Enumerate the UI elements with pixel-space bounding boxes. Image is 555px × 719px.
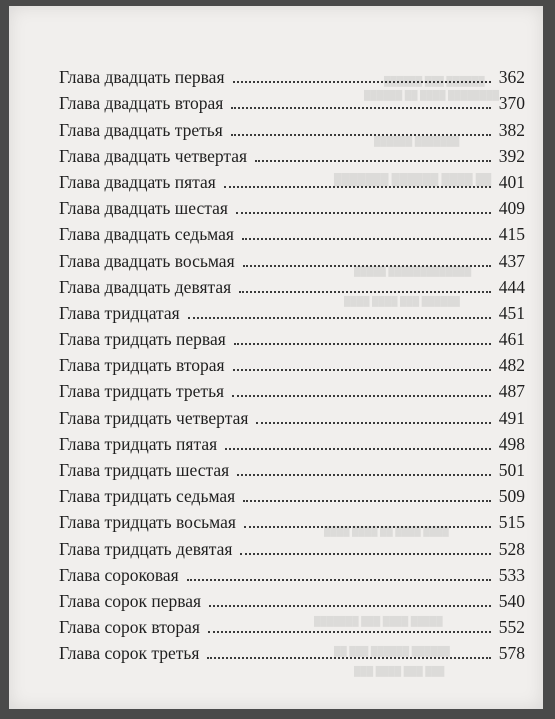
page-number: 409 — [498, 198, 525, 219]
page-number: 533 — [498, 564, 525, 585]
toc-entry — [59, 324, 525, 350]
dot-leader — [231, 134, 491, 136]
page-number: 498 — [498, 433, 525, 454]
chapter-title: Глава тридцать пятая — [59, 433, 218, 454]
page-number: 415 — [498, 224, 525, 245]
dot-leader — [242, 238, 491, 240]
toc-entry — [59, 429, 525, 455]
toc-entry — [59, 350, 525, 376]
toc-entry — [59, 533, 525, 559]
dot-leader — [233, 81, 491, 83]
chapter-title: Глава сороковая — [59, 564, 179, 585]
toc-entry — [59, 141, 525, 167]
toc-entry — [59, 114, 525, 140]
chapter-title: Глава двадцать седьмая — [59, 224, 234, 245]
page-number: 552 — [498, 617, 525, 638]
toc-entry — [59, 481, 525, 507]
chapter-title: Глава тридцать седьмая — [59, 486, 236, 507]
page-number: 578 — [498, 643, 525, 664]
dot-leader — [207, 657, 490, 659]
dot-leader — [239, 291, 491, 293]
dot-leader — [231, 107, 490, 109]
page-number: 528 — [498, 538, 525, 559]
page-number: 451 — [498, 302, 525, 323]
dot-leader — [209, 605, 491, 607]
page-number: 401 — [498, 171, 525, 192]
show-through-text: ██████ ███ ██████ ████████ ████ ██ ██████ ███████ ██████ ██ ████ ██████ ███████ █████████████ █████ ██████ ███ ████ ████ ████ ████ ██ ████ ████ █████ ████ ███ ███████ ██████ ██████ ███ ██ ███ ███ ████ ███ — [314, 76, 500, 676]
toc-entry — [59, 507, 525, 533]
page-number: 482 — [498, 355, 525, 376]
chapter-title: Глава двадцать четвертая — [59, 145, 248, 166]
chapter-title: Глава тридцать шестая — [59, 460, 230, 480]
page-number: 487 — [498, 381, 525, 402]
dot-leader — [187, 579, 491, 581]
page-number: 515 — [498, 512, 525, 533]
page-number: 382 — [498, 119, 525, 140]
dot-leader — [234, 343, 491, 345]
toc-entry — [59, 219, 525, 245]
dot-leader — [237, 474, 491, 476]
chapter-title: Глава сорок вторая — [59, 617, 200, 638]
chapter-title: Глава тридцать первая — [59, 329, 226, 350]
chapter-title: Глава двадцать третья — [59, 119, 223, 140]
page-number: 461 — [498, 329, 525, 350]
dot-leader — [256, 422, 490, 424]
chapter-title: Глава тридцать третья — [59, 381, 225, 402]
chapter-title: Глава двадцать первая — [59, 67, 225, 88]
toc-entry — [59, 638, 525, 664]
chapter-title: Глава сорок первая — [59, 590, 202, 611]
toc-entry — [59, 62, 525, 88]
dot-leader — [244, 526, 491, 528]
toc-entry — [59, 455, 525, 481]
page-number: 392 — [498, 145, 525, 166]
dot-leader — [224, 186, 491, 188]
chapter-title: Глава двадцать шестая — [59, 198, 228, 219]
dot-leader — [243, 500, 491, 502]
toc-entry — [59, 298, 525, 324]
chapter-title: Глава тридцать вторая — [59, 355, 225, 376]
dot-leader — [208, 631, 491, 633]
page-number: 509 — [498, 486, 525, 507]
chapter-title: Глава тридцать четвертая — [59, 407, 249, 428]
toc-entry — [59, 402, 525, 428]
page-number: 362 — [498, 67, 525, 88]
chapter-title: Глава тридцать восьмая — [59, 512, 236, 533]
chapter-title: Глава тридцать девятая — [59, 538, 233, 559]
toc-entry — [59, 586, 525, 612]
toc-entry — [59, 88, 525, 114]
book-page — [9, 6, 543, 709]
page-number: 370 — [498, 93, 525, 114]
chapter-title: Глава двадцать девятая — [59, 276, 232, 297]
dot-leader — [236, 212, 491, 214]
table-of-contents — [59, 62, 525, 664]
page-number: 491 — [498, 407, 525, 428]
chapter-title: Глава тридцатая — [59, 302, 180, 323]
chapter-title: Глава сорок третья — [59, 643, 200, 664]
toc-entry — [59, 245, 525, 271]
dot-leader — [233, 369, 491, 371]
page-number: 501 — [498, 460, 525, 480]
toc-entry — [59, 376, 525, 402]
dot-leader — [188, 317, 491, 319]
dot-leader — [225, 448, 491, 450]
dot-leader — [243, 265, 491, 267]
toc-entry — [59, 560, 525, 586]
dot-leader — [240, 553, 490, 555]
chapter-title: Глава двадцать вторая — [59, 93, 224, 114]
dot-leader — [232, 395, 491, 397]
page-number: 437 — [498, 250, 525, 271]
page-number: 444 — [498, 276, 525, 297]
toc-entry — [59, 193, 525, 219]
toc-entry — [59, 167, 525, 193]
chapter-title: Глава двадцать пятая — [59, 171, 216, 192]
toc-entry — [59, 612, 525, 638]
page-number: 540 — [498, 590, 525, 611]
chapter-title: Глава двадцать восьмая — [59, 250, 235, 271]
dot-leader — [255, 160, 491, 162]
toc-entry — [59, 272, 525, 298]
